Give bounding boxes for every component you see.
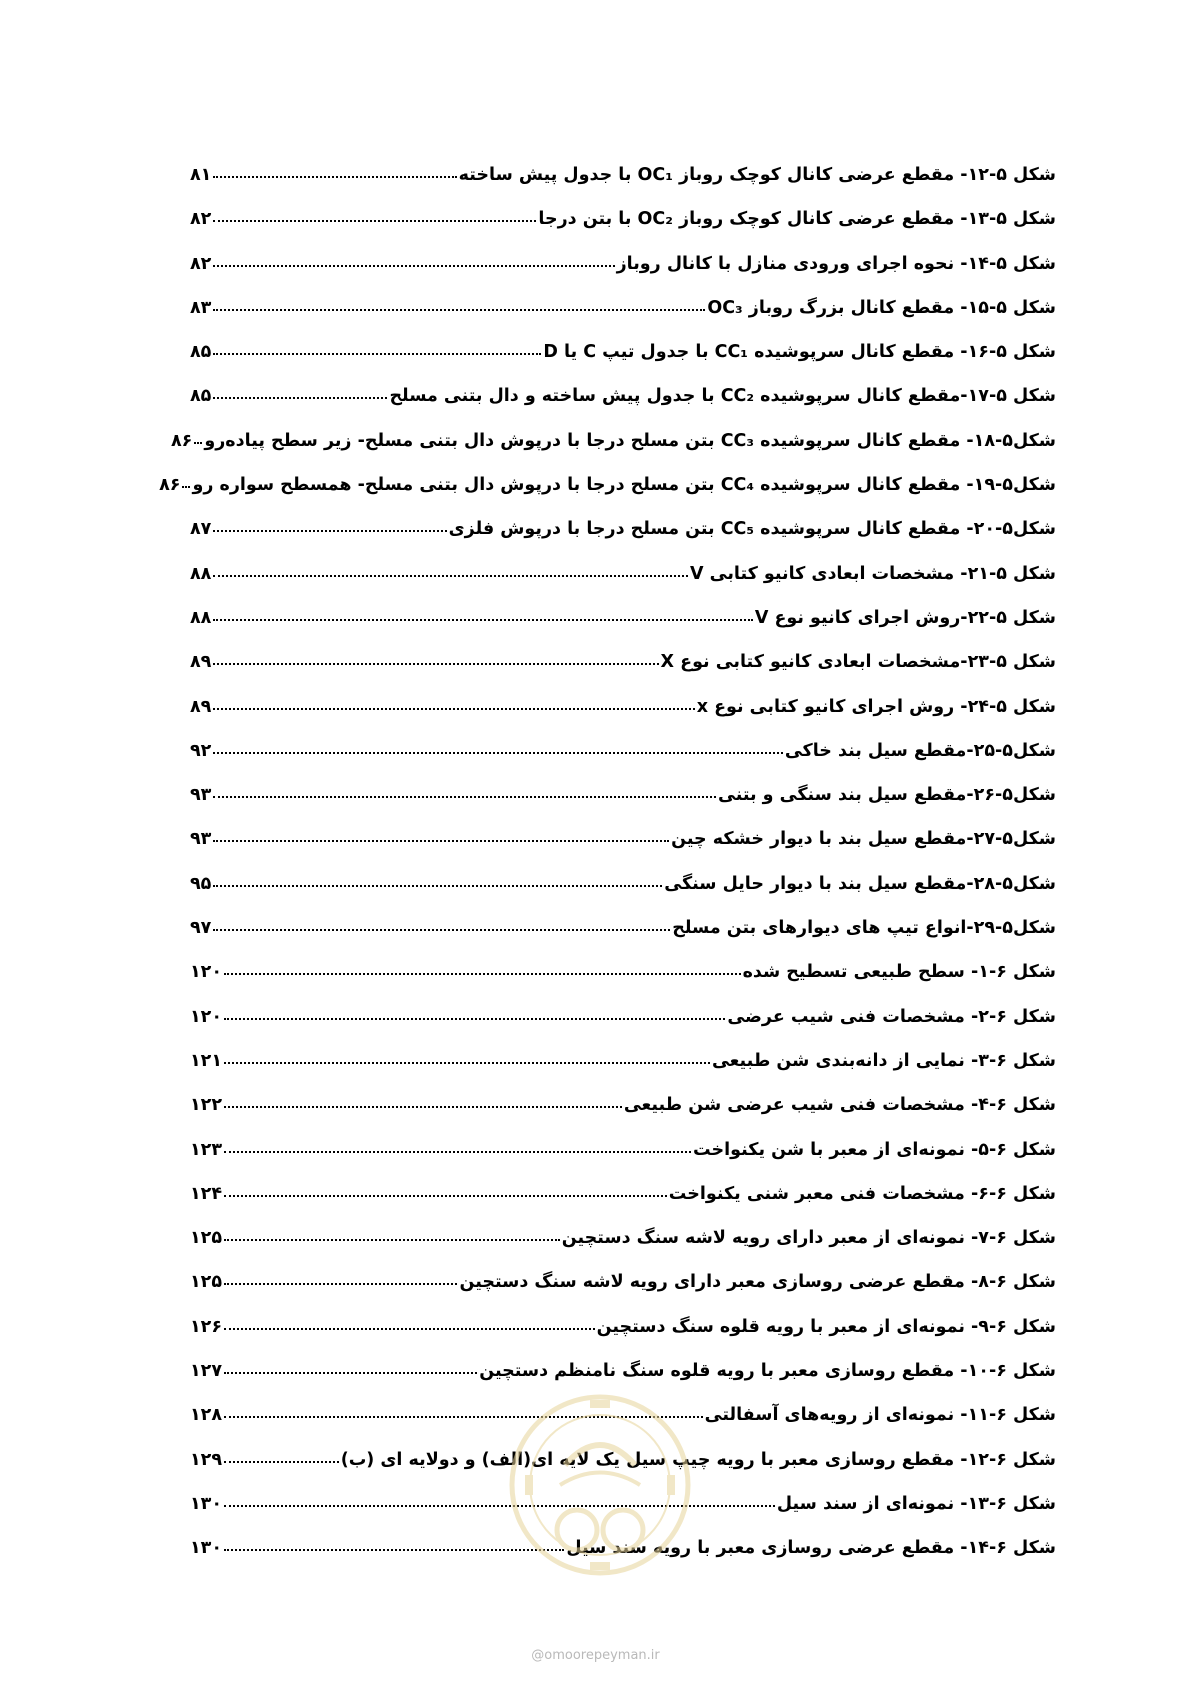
dot-leader [213, 516, 446, 532]
toc-entry [190, 1128, 1056, 1172]
toc-entry-page: ۸۵ [190, 386, 212, 407]
toc-entry-title: شکل ۶-۹- نمونه‌ای از معبر با رویه قلوه سنگ دستچین [596, 1316, 1056, 1337]
toc-entry-title: شکل ۶-۲- مشخصات فنی شیب عرضی [727, 1006, 1056, 1027]
toc-entry-page: ۹۳ [190, 785, 212, 806]
toc-entry-page: ۸۷ [190, 519, 212, 540]
dot-leader [213, 782, 716, 798]
dot-leader [213, 206, 536, 222]
toc-entry-page: ۱۲۰ [190, 962, 223, 983]
figure-list [159, 153, 1056, 1571]
toc-entry-page: ۱۲۴ [190, 1183, 223, 1204]
toc-entry-title: شکل ۶-۸- مقطع عرضی روسازی معبر دارای رویه لاشه سنگ دستچین [459, 1272, 1056, 1293]
toc-entry [190, 1039, 1056, 1083]
dot-leader [213, 826, 669, 842]
toc-entry-title: شکل۵-۲۰- مقطع کانال سرپوشیده CC₅ بتن مسلح درجا با درپوش فلزی [448, 519, 1056, 540]
dot-leader [213, 295, 705, 311]
toc-entry-page: ۹۷ [190, 918, 212, 939]
toc-entry-page: ۱۲۵ [190, 1228, 223, 1249]
dot-leader [213, 694, 694, 710]
watermark-url: @omoorepeyman.ir [531, 1648, 660, 1663]
toc-entry-title: شکل ۵-۱۴- نحوه اجرای ورودی منازل با کانال روباز [616, 253, 1056, 274]
toc-entry [190, 995, 1056, 1039]
toc-entry-title: شکل۵-۲۷-مقطع سیل بند با دیوار خشکه چین [671, 829, 1056, 850]
toc-entry-page: ۸۶ [159, 475, 181, 496]
toc-entry-page: ۱۲۱ [190, 1050, 223, 1071]
toc-entry [190, 1216, 1056, 1260]
toc-entry-title: شکل ۵-۲۱- مشخصات ابعادی کانیو کتابی V [689, 563, 1056, 584]
toc-entry-page: ۹۲ [190, 740, 212, 761]
dot-leader [224, 1447, 339, 1463]
toc-entry-page: ۱۲۶ [190, 1316, 223, 1337]
toc-entry-title: شکل ۶-۷- نمونه‌ای از معبر دارای رویه لاشه سنگ دستچین [561, 1228, 1056, 1249]
toc-entry [190, 729, 1056, 773]
dot-leader [224, 1048, 710, 1064]
toc-entry-page: ۱۲۷ [190, 1361, 223, 1382]
toc-entry [190, 153, 1056, 197]
toc-entry [190, 286, 1056, 330]
toc-entry-title: شکل ۶-۵- نمونه‌ای از معبر با شن یکنواخت [693, 1139, 1056, 1160]
toc-entry-page: ۸۹ [190, 652, 212, 673]
toc-entry-page: ۸۲ [190, 253, 212, 274]
toc-entry [190, 685, 1056, 729]
toc-entry-title: شکل ۶-۱۱- نمونه‌ای از رویه‌های آسفالتی [704, 1405, 1056, 1426]
toc-entry-page: ۱۲۸ [190, 1405, 223, 1426]
toc-entry-title: شکل ۵-۱۳- مقطع عرضی کانال کوچک روباز OC₂ با بتن درجا [538, 209, 1056, 230]
dot-leader [213, 738, 782, 754]
toc-entry-page: ۱۲۳ [190, 1139, 223, 1160]
dot-leader [224, 1181, 667, 1197]
toc-entry-page: ۸۳ [190, 297, 212, 318]
dot-leader [213, 871, 662, 887]
toc-entry [190, 596, 1056, 640]
toc-entry-title: شکل ۶-۱۳- نمونه‌ای از سند سیل [776, 1493, 1056, 1514]
toc-entry [190, 817, 1056, 861]
toc-entry-page: ۱۲۹ [190, 1449, 223, 1470]
dot-leader [224, 1269, 457, 1285]
toc-entry-title: شکل ۶-۱۲- مقطع روسازی معبر با رویه چیپ سیل یک لایه ای(الف) و دولایه ای (ب) [340, 1449, 1056, 1470]
toc-entry-title: شکل ۶-۶- مشخصات فنی معبر شنی یکنواخت [668, 1183, 1056, 1204]
toc-entry-title: شکل۵-۲۹-انواع تیپ های دیوارهای بتن مسلح [672, 918, 1056, 939]
dot-leader [194, 428, 202, 444]
toc-entry-page: ۸۸ [190, 563, 212, 584]
dot-leader [213, 251, 614, 267]
dot-leader [213, 605, 752, 621]
toc-entry [190, 950, 1056, 994]
toc-entry-title: شکل ۶-۴- مشخصات فنی شیب عرضی شن طبیعی [623, 1095, 1056, 1116]
dot-leader [224, 1004, 725, 1020]
toc-entry-page: ۱۳۰ [190, 1493, 223, 1514]
dot-leader [213, 383, 387, 399]
toc-entry [190, 1260, 1056, 1304]
toc-entry [190, 374, 1056, 418]
toc-entry-title: شکل۵-۲۶-مقطع سیل بند سنگی و بتنی [718, 785, 1056, 806]
dot-leader [182, 472, 190, 488]
dot-leader [213, 162, 456, 178]
toc-entry-title: شکل۵-۲۸-مقطع سیل بند با دیوار حایل سنگی [664, 873, 1056, 894]
toc-entry-page: ۹۵ [190, 873, 212, 894]
toc-entry [190, 197, 1056, 241]
toc-entry-page: ۸۸ [190, 607, 212, 628]
dot-leader [213, 649, 658, 665]
toc-entry [190, 330, 1056, 374]
dot-leader [224, 1314, 595, 1330]
toc-entry-title: شکل ۶-۱- سطح طبیعی تسطیح شده [742, 962, 1056, 983]
dot-leader [224, 959, 741, 975]
toc-entry-title: شکل ۵-۲۲-روش اجرای کانیو نوع V [754, 607, 1056, 628]
toc-entry-page: ۸۱ [190, 165, 212, 185]
toc-entry-title: شکل ۶-۱۰- مقطع روسازی معبر با رویه قلوه سنگ نامنظم دستچین [479, 1361, 1056, 1382]
toc-entry [190, 1083, 1056, 1127]
toc-entry-title: شکل ۶-۱۴- مقطع عرضی روسازی معبر با رویه سند سیل [566, 1538, 1056, 1559]
toc-entry-title: شکل۵-۲۵-مقطع سیل بند خاکی [784, 740, 1056, 761]
toc-entry [190, 552, 1056, 596]
toc-entry [190, 906, 1056, 950]
toc-entry [190, 1305, 1056, 1349]
toc-entry-title: شکل ۵-۱۶- مقطع کانال سرپوشیده CC₁ با جدول تیپ C یا D [543, 342, 1056, 363]
toc-entry-page: ۱۲۵ [190, 1272, 223, 1293]
toc-entry-title: شکل۵-۱۹- مقطع کانال سرپوشیده CC₄ بتن مسلح درجا با درپوش دال بتنی مسلح- همسطح سواره رو [192, 475, 1056, 496]
toc-entry-page: ۹۳ [190, 829, 212, 850]
toc-entry-page: ۸۲ [190, 209, 212, 230]
dot-leader [213, 561, 688, 577]
toc-entry-title: شکل ۵-۱۷-مقطع کانال سرپوشیده CC₂ با جدول پیش ساخته و دال بتنی مسلح [389, 386, 1056, 407]
toc-entry [190, 242, 1056, 286]
dot-leader [213, 915, 670, 931]
toc-entry [190, 507, 1056, 551]
dot-leader [224, 1092, 622, 1108]
toc-entry-title: شکل ۶-۳- نمایی از دانه‌بندی شن طبیعی [711, 1050, 1056, 1071]
toc-entry-title: شکل ۵-۲۴- روش اجرای کانیو کتابی نوع x [696, 696, 1056, 717]
toc-entry-page: ۸۶ [170, 430, 193, 451]
toc-entry [190, 862, 1056, 906]
toc-entry-page: ۱۲۲ [190, 1095, 223, 1116]
dot-leader [224, 1137, 691, 1153]
toc-entry-page: ۱۲۰ [190, 1006, 223, 1027]
toc-entry [190, 640, 1056, 684]
toc-entry [190, 1172, 1056, 1216]
toc-entry-page: ۸۹ [190, 696, 212, 717]
dot-leader [224, 1225, 560, 1241]
toc-entry [159, 463, 1056, 507]
toc-entry-title: شکل ۵-۱۲- مقطع عرضی کانال کوچک روباز OC₁ با جدول پیش ساخته [458, 165, 1056, 185]
toc-entry-page: ۸۵ [190, 342, 212, 363]
toc-entry-title: شکل ۵-۱۵- مقطع کانال بزرگ روباز OC₃ [707, 297, 1056, 318]
dot-leader [224, 1358, 477, 1374]
dot-leader [213, 339, 541, 355]
toc-entry [190, 773, 1056, 817]
toc-entry-title: شکل۵-۱۸- مقطع کانال سرپوشیده CC₃ بتن مسلح درجا با درپوش دال بتنی مسلح- زیر سطح پیاده‌رو [204, 430, 1056, 451]
watermark-seal-icon [505, 1380, 695, 1590]
toc-entry-title: شکل ۵-۲۳-مشخصات ابعادی کانیو کتابی نوع X [660, 652, 1056, 673]
toc-entry-page: ۱۳۰ [190, 1538, 223, 1559]
toc-entry [170, 419, 1056, 463]
